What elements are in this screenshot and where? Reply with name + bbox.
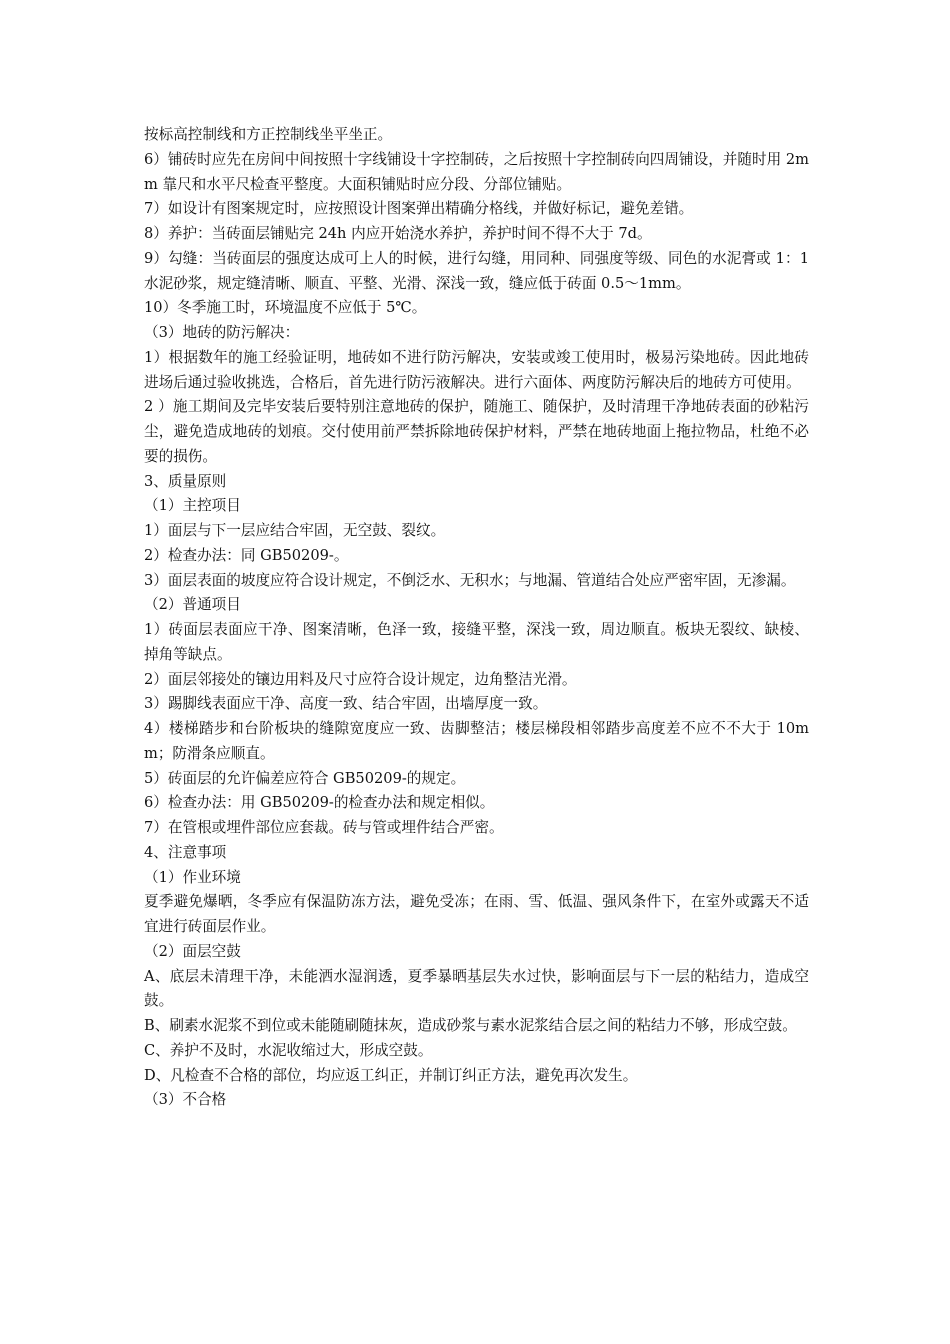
- paragraph: B、刷素水泥浆不到位或未能随刷随抹灰，造成砂浆与素水泥浆结合层之间的粘结力不够，形成空鼓。: [144, 1017, 797, 1034]
- paragraph: 按标高控制线和方正控制线坐平坐正。: [144, 126, 393, 143]
- document-body: [144, 123, 809, 1113]
- paragraph: 7）在管根或埋件部位应套裁。砖与管或埋件结合严密。: [144, 819, 504, 836]
- section-heading: （1）主控项目: [144, 497, 241, 515]
- paragraph: 3）面层表面的坡度应符合设计规定，不倒泛水、无积水；与地漏、管道结合处应严密牢固，无渗漏。: [144, 571, 796, 589]
- section-heading: （1）作业环境: [144, 868, 241, 886]
- paragraph: 2 ）施工期间及完毕安装后要特别注意地砖的保护，随施工、随保护，及时清理干净地砖表面的砂粘污尘，避免造成地砖的划痕。交付使用前严禁拆除地砖保护材料，严禁在地砖地面上拖拉物品，杜绝不必要的损伤。: [144, 398, 809, 465]
- paragraph: 9）勾缝：当砖面层的强度达成可上人的时候，进行勾缝，用同种、同强度等级、同色的水泥膏或 1：1 水泥砂浆，规定缝清晰、顺直、平整、光滑、深浅一致，缝应低于砖面 0.5～1mm。: [144, 249, 809, 292]
- paragraph: 1）砖面层表面应干净、图案清晰，色泽一致，接缝平整，深浅一致，周边顺直。板块无裂纹、缺棱、掉角等缺点。: [144, 621, 809, 663]
- paragraph: C、养护不及时，水泥收缩过大，形成空鼓。: [144, 1041, 433, 1059]
- paragraph: 5）砖面层的允许偏差应符合 GB50209-的规定。: [144, 769, 466, 787]
- paragraph: 1）面层与下一层应结合牢固，无空鼓、裂纹。: [144, 522, 446, 539]
- paragraph: 4）楼梯踏步和台阶板块的缝隙宽度应一致、齿脚整洁；楼层梯段相邻踏步高度差不应不不大于 10mm；防滑条应顺直。: [144, 720, 809, 762]
- section-heading: （3）不合格: [144, 1091, 227, 1109]
- paragraph: 2）检查办法：同 GB50209-。: [144, 546, 349, 564]
- paragraph: A、底层未清理干净，未能洒水湿润透，夏季暴晒基层失水过快，影响面层与下一层的粘结力，造成空鼓。: [144, 967, 809, 1010]
- section-heading: 4、注意事项: [144, 843, 227, 861]
- section-heading: （2）面层空鼓: [144, 942, 241, 960]
- paragraph: D、凡检查不合格的部位，均应返工纠正，并制订纠正方法，避免再次发生。: [144, 1066, 638, 1084]
- paragraph: 夏季避免爆晒，冬季应有保温防冻方法，避免受冻；在雨、雪、低温、强风条件下，在室外或露天不适宜进行砖面层作业。: [144, 893, 809, 935]
- paragraph: 8）养护：当砖面层铺贴完 24h 内应开始浇水养护，养护时间不得不大于 7d。: [144, 225, 652, 242]
- paragraph: 10）冬季施工时，环境温度不应低于 5℃。: [144, 299, 427, 317]
- paragraph: 2）面层邻接处的镶边用料及尺寸应符合设计规定，边角整洁光滑。: [144, 670, 577, 688]
- paragraph: 6）检查办法：用 GB50209-的检查办法和规定相似。: [144, 794, 495, 812]
- section-heading: 3、质量原则: [144, 472, 227, 490]
- paragraph: 6）铺砖时应先在房间中间按照十字线铺设十字控制砖，之后按照十字控制砖向四周铺设，并随时用 2mm 靠尺和水平尺检查平整度。大面积铺贴时应分段、分部位铺贴。: [144, 150, 809, 193]
- paragraph: 3）踢脚线表面应干净、高度一致、结合牢固，出墙厚度一致。: [144, 695, 548, 713]
- section-heading: （3）地砖的防污解决：: [144, 324, 300, 341]
- paragraph: 1）根据数年的施工经验证明，地砖如不进行防污解决，安装或竣工使用时，极易污染地砖。因此地砖进场后通过验收挑选，合格后，首先进行防污液解决。进行六面体、两度防污解决后的地砖方可使用。: [144, 348, 809, 391]
- paragraph: 7）如设计有图案规定时，应按照设计图案弹出精确分格线，并做好标记，避免差错。: [144, 200, 694, 218]
- section-heading: （2）普通项目: [144, 596, 241, 614]
